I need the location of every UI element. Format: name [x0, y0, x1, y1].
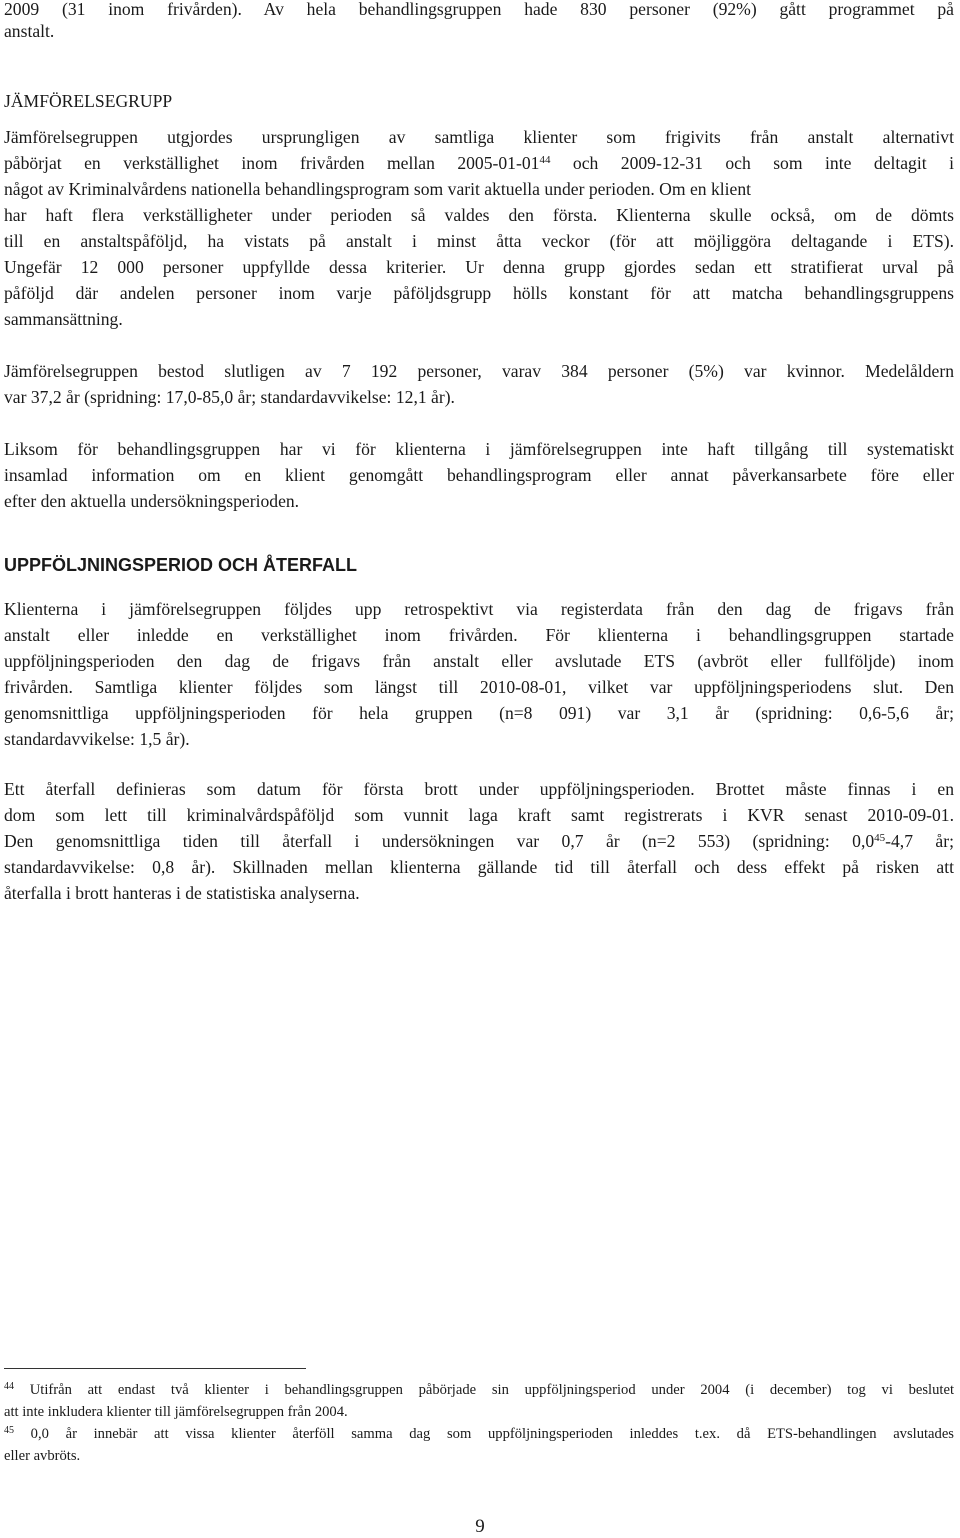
paragraph-line: anstalt eller inledde en verkställighet inom frivården. För klienterna i behandlingsgruppen startade — [4, 625, 954, 645]
paragraph-line: något av Kriminalvårdens nationella behandlingsprogram som varit aktuella under perioden. Om en klient — [4, 179, 752, 199]
footnote-line: eller avbröts. — [4, 1448, 81, 1464]
text-fragment: och 2009-12-31 och som inte deltagit i — [550, 153, 954, 173]
footnote-line: att inte inkludera klienter till jämförelsegruppen från 2004. — [4, 1404, 348, 1420]
paragraph-line: Ungefär 12 000 personer uppfyllde dessa kriterier. Ur denna grupp gjordes sedan ett stratifierat urval på — [4, 257, 954, 277]
paragraph-line: insamlad information om en klient genomgått behandlingsprogram eller annat påverkansarbete före eller — [4, 465, 954, 485]
footnote-ref: 45 — [874, 832, 886, 844]
paragraph-line: Jämförelsegruppen bestod slutligen av 7 192 personer, varav 384 personer (5%) var kvinnor. Medelåldern — [4, 361, 954, 381]
paragraph-line: Klienterna i jämförelsegruppen följdes upp retrospektivt via registerdata från den dag de frigavs från — [4, 599, 954, 619]
paragraph-line: var 37,2 år (spridning: 17,0-85,0 år; standardavvikelse: 12,1 år). — [4, 387, 455, 407]
paragraph-line: har haft flera verkställigheter under perioden så valdes den första. Klienterna skulle också, om de dömts — [4, 205, 954, 225]
paragraph-line: genomsnittliga uppföljningsperioden för hela gruppen (n=8 091) var 3,1 år (spridning: 0,6-5,6 år; — [4, 703, 954, 723]
paragraph-line: uppföljningsperioden den dag de frigavs från anstalt eller avslutade ETS (avbröt eller fullföljde) inom — [4, 651, 954, 671]
paragraph-line: till en anstaltspåföljd, ha vistats på anstalt i minst åtta veckor (för att möjliggöra deltagande i ETS). — [4, 231, 954, 251]
paragraph-line: Ett återfall definieras som datum för första brott under uppföljningsperioden. Brottet måste finnas i en — [4, 779, 954, 799]
paragraph-line: sammansättning. — [4, 309, 123, 329]
footnote-line — [4, 1380, 954, 1400]
footnote-text: Utifrån att endast två klienter i behandlingsgruppen påbörjade sin uppföljningsperiod under 2004 (i december) tog vi beslutet — [14, 1382, 954, 1398]
footnote-ref: 44 — [539, 154, 551, 166]
paragraph-line: efter den aktuella undersökningsperioden. — [4, 491, 300, 511]
footnote-text: 0,0 år innebär att vissa klienter återföll samma dag som uppföljningsperioden inleddes t.ex. då ETS-behandlingen avslutades — [14, 1426, 954, 1442]
footnote-line — [4, 1424, 954, 1444]
paragraph-line — [4, 152, 954, 174]
paragraph-line: Jämförelsegruppen utgjordes ursprungligen av samtliga klienter som frigivits från anstalt alternativt — [4, 127, 954, 147]
paragraph-line — [4, 830, 954, 852]
intro-line: anstalt. — [4, 21, 55, 41]
paragraph-line: dom som lett till kriminalvårdspåföljd som vunnit laga kraft samt registrerats i KVR senast 2010-09-01. — [4, 805, 954, 825]
section-heading: UPPFÖLJNINGSPERIOD OCH ÅTERFALL — [4, 555, 358, 575]
footnote-number: 45 — [4, 1425, 14, 1436]
text-fragment: påbörjat en verkställighet inom frivården mellan 2005-01-01 — [4, 153, 540, 173]
section-title: JÄMFÖRELSEGRUPP — [4, 91, 173, 111]
footnote-separator — [4, 1368, 306, 1369]
paragraph-line: påföljd där andelen personer inom varje påföljdsgrupp hölls konstant för att matcha behandlingsgruppens — [4, 283, 954, 303]
paragraph-line: standardavvikelse: 0,8 år). Skillnaden mellan klienterna gällande tid till återfall och dess effekt på risken att — [4, 857, 954, 877]
intro-line: 2009 (31 inom frivården). Av hela behandlingsgruppen hade 830 personer (92%) gått programmet på — [4, 0, 954, 19]
paragraph-line: standardavvikelse: 1,5 år). — [4, 729, 190, 749]
paragraph-line: frivården. Samtliga klienter följdes som längst till 2010-08-01, vilket var uppföljningsperiodens slut. Den — [4, 677, 954, 697]
page-number: 9 — [475, 1516, 485, 1537]
paragraph-line: återfalla i brott hanteras i de statistiska analyserna. — [4, 883, 360, 903]
text-fragment: Den genomsnittliga tiden till återfall i undersökningen var 0,7 år (n=2 553) (spridning: 0,0 — [4, 831, 875, 851]
text-fragment: -4,7 år; — [885, 831, 954, 851]
footnote-number: 44 — [4, 1381, 14, 1392]
paragraph-line: Liksom för behandlingsgruppen har vi för klienterna i jämförelsegruppen inte haft tillgång till systematiskt — [4, 439, 954, 459]
